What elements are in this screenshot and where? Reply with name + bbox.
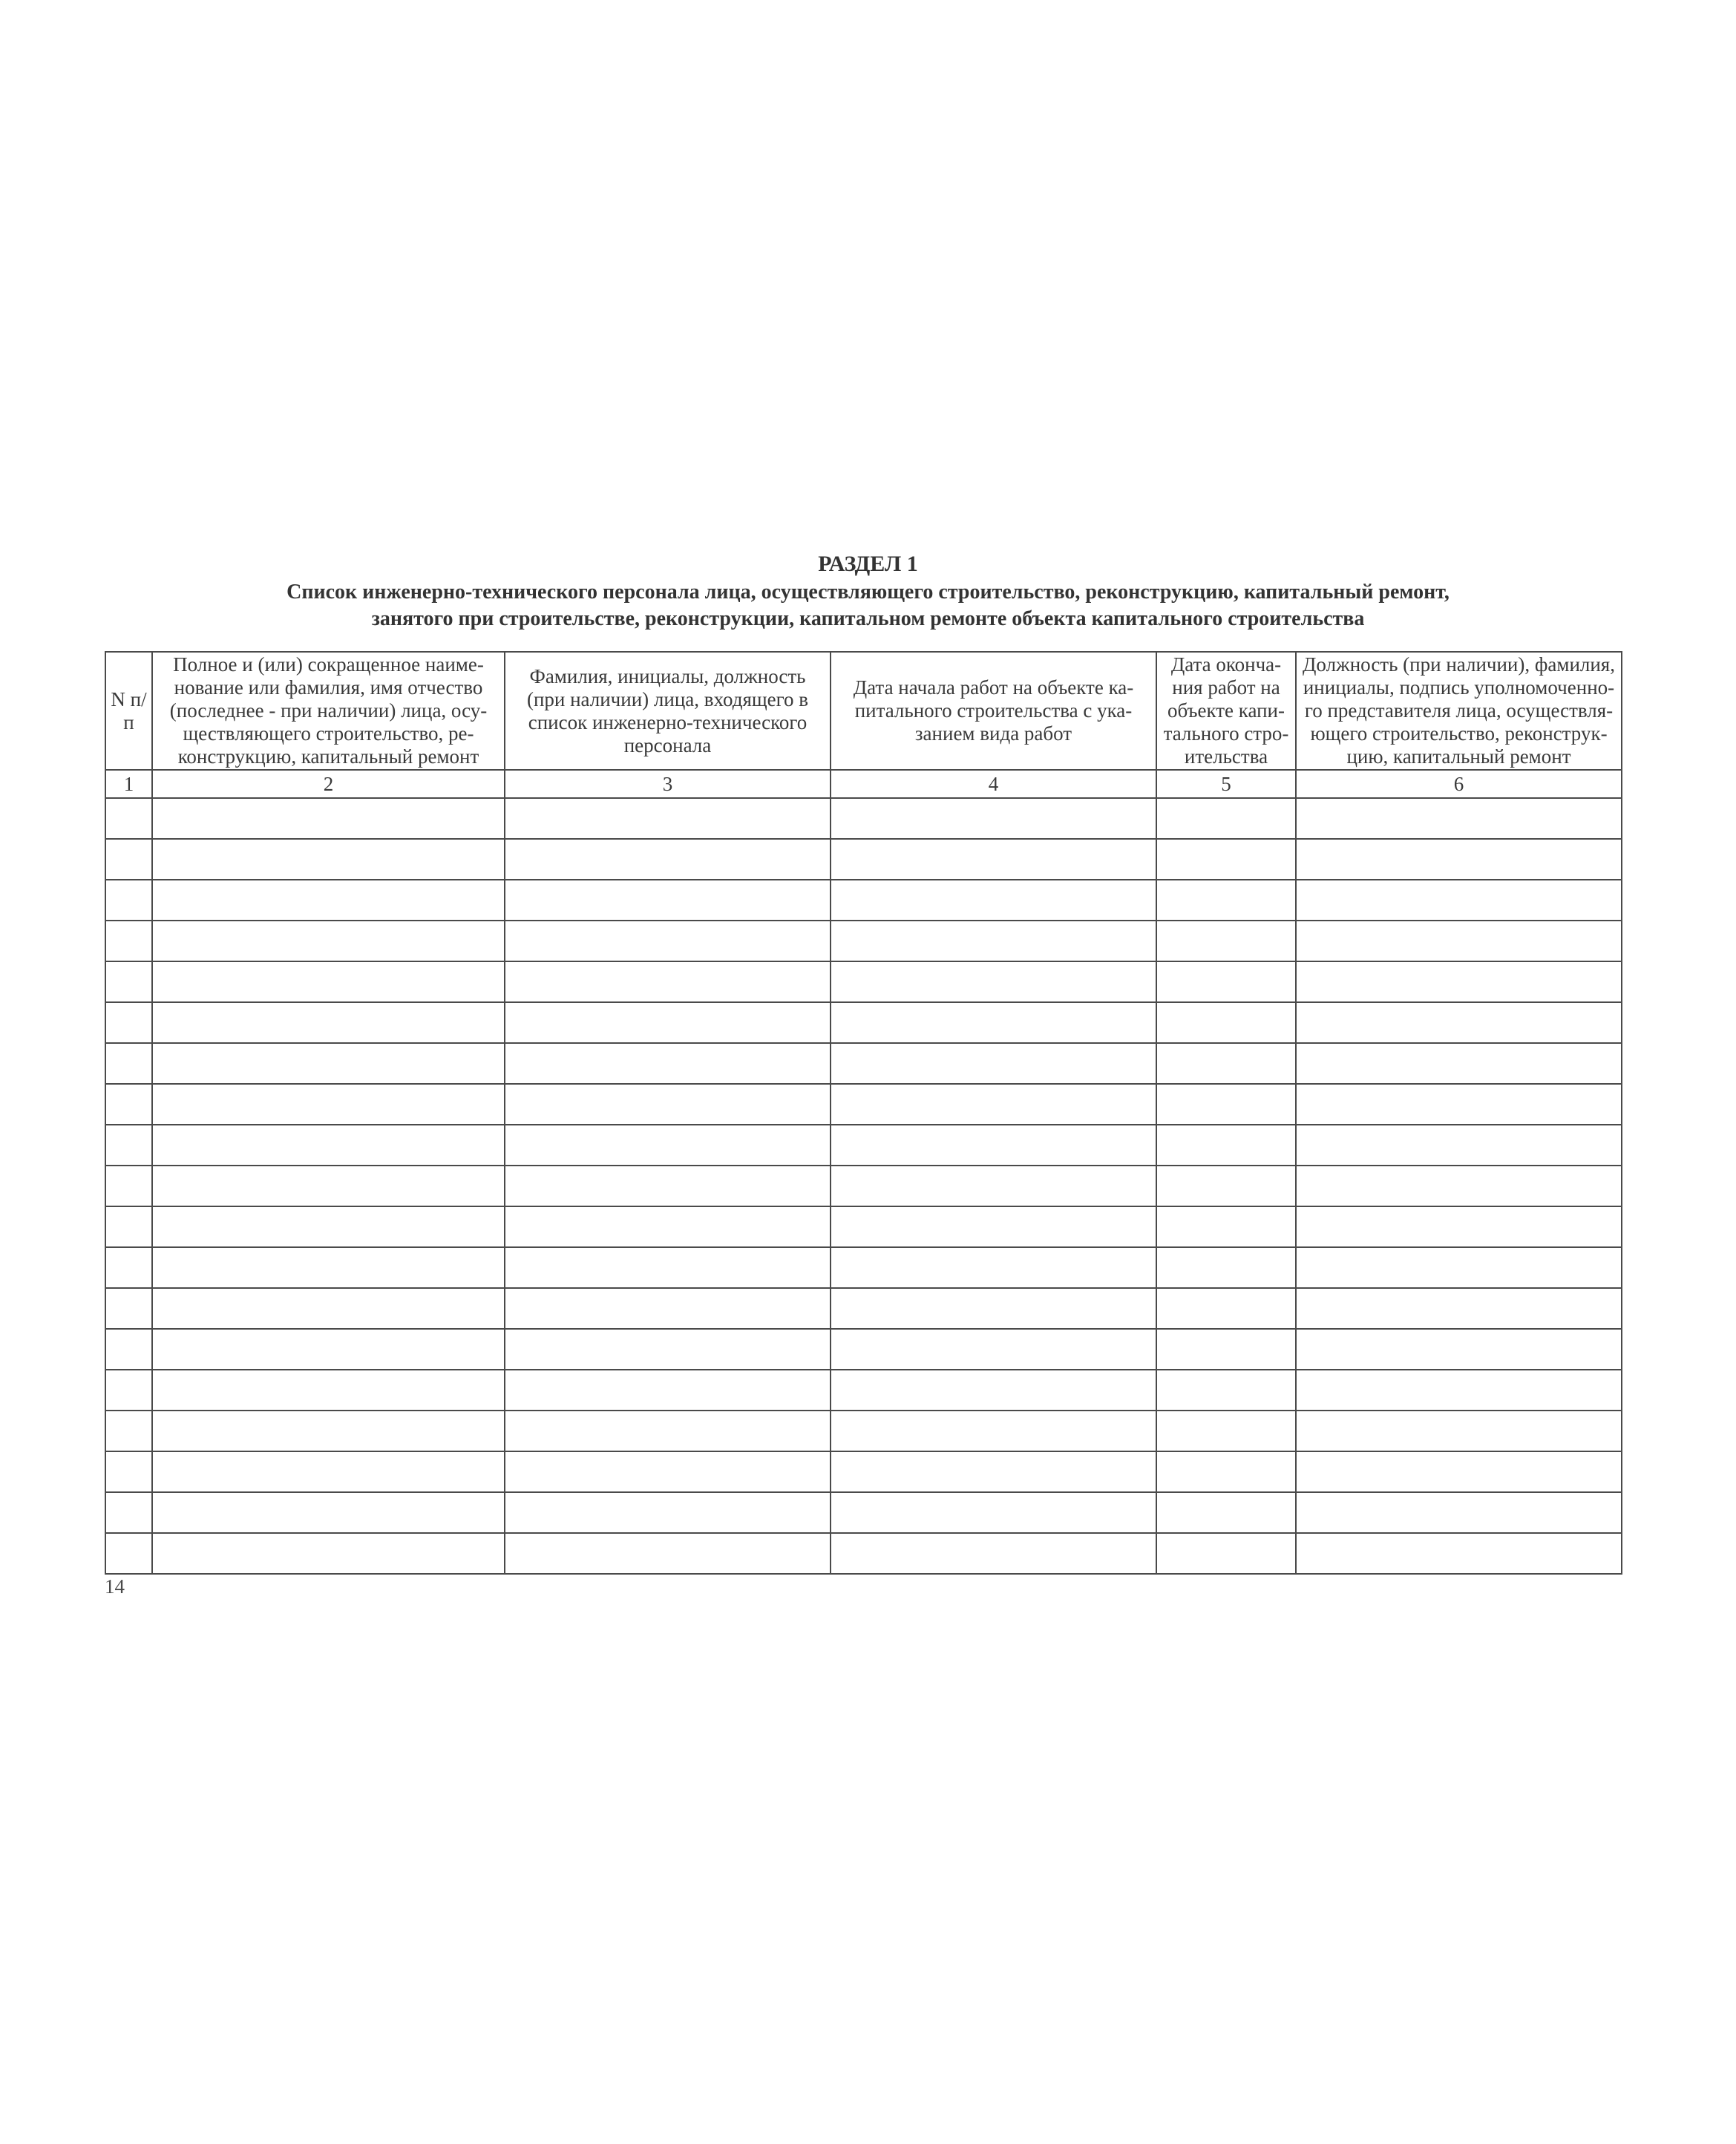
table-cell xyxy=(831,1288,1156,1329)
table-cell xyxy=(831,1329,1156,1370)
table-cell xyxy=(1156,1451,1296,1492)
table-row xyxy=(105,921,1622,961)
table-cell xyxy=(152,1084,505,1125)
table-cell xyxy=(831,1492,1156,1533)
table-cell xyxy=(1296,1533,1622,1574)
column-number: 2 xyxy=(152,770,505,798)
table-cell xyxy=(1156,1166,1296,1206)
column-number: 1 xyxy=(105,770,152,798)
header-cell-staff-member: Фамилия, инициалы, должность (при наличии) лица, входящего в список инженерно-технического персонала xyxy=(505,652,831,770)
table-cell xyxy=(152,1329,505,1370)
table-cell xyxy=(1296,1451,1622,1492)
table-cell xyxy=(1156,880,1296,921)
table-row xyxy=(105,1166,1622,1206)
table-cell xyxy=(1296,1206,1622,1247)
table-cell xyxy=(1156,961,1296,1002)
table-cell xyxy=(105,1206,152,1247)
table-cell xyxy=(831,1125,1156,1166)
table-header-row xyxy=(105,652,1622,770)
table-cell xyxy=(505,1247,831,1288)
table-cell xyxy=(1156,1206,1296,1247)
table-row xyxy=(105,798,1622,839)
table-row xyxy=(105,961,1622,1002)
table-cell xyxy=(105,1533,152,1574)
table-cell xyxy=(152,1370,505,1411)
table-cell xyxy=(1296,1370,1622,1411)
table-cell xyxy=(152,839,505,880)
column-number-row xyxy=(105,770,1622,798)
table-cell xyxy=(1296,1288,1622,1329)
table-cell xyxy=(1156,798,1296,839)
table-cell xyxy=(831,1370,1156,1411)
table-cell xyxy=(831,1533,1156,1574)
table-cell xyxy=(505,1166,831,1206)
table-cell xyxy=(831,1002,1156,1043)
table-cell xyxy=(831,798,1156,839)
personnel-table xyxy=(105,651,1622,1575)
table-cell xyxy=(1296,1492,1622,1533)
table-cell xyxy=(1296,880,1622,921)
table-row xyxy=(105,1451,1622,1492)
table-cell xyxy=(152,921,505,961)
table-cell xyxy=(105,1166,152,1206)
table-cell xyxy=(831,1247,1156,1288)
table-cell xyxy=(1156,1043,1296,1084)
table-row xyxy=(105,1084,1622,1125)
table-cell xyxy=(505,1002,831,1043)
table-cell xyxy=(1296,1043,1622,1084)
table-cell xyxy=(1296,1084,1622,1125)
table-cell xyxy=(1156,1002,1296,1043)
header-cell-number: N п/п xyxy=(105,652,152,770)
table-cell xyxy=(831,1206,1156,1247)
table-cell xyxy=(1156,1533,1296,1574)
column-number: 3 xyxy=(505,770,831,798)
table-row xyxy=(105,1206,1622,1247)
header-cell-end-date: Дата оконча-ния работ на объекте капи-тального стро-ительства xyxy=(1156,652,1296,770)
table-cell xyxy=(105,1451,152,1492)
table-cell xyxy=(152,1247,505,1288)
table-cell xyxy=(105,1329,152,1370)
table-cell xyxy=(105,1247,152,1288)
table-cell xyxy=(152,1125,505,1166)
table-cell xyxy=(1296,1002,1622,1043)
table-cell xyxy=(1296,1411,1622,1451)
header-cell-start-date: Дата начала работ на объекте ка-питального строительства с ука-занием вида работ xyxy=(831,652,1156,770)
table-row xyxy=(105,1492,1622,1533)
table-cell xyxy=(1156,1247,1296,1288)
table-cell xyxy=(831,839,1156,880)
table-cell xyxy=(1296,1125,1622,1166)
table-cell xyxy=(152,1451,505,1492)
table-cell xyxy=(152,880,505,921)
table-cell xyxy=(505,1329,831,1370)
table-cell xyxy=(831,880,1156,921)
table-cell xyxy=(505,1451,831,1492)
table-row xyxy=(105,1533,1622,1574)
table-row xyxy=(105,1125,1622,1166)
table-cell xyxy=(831,961,1156,1002)
section-title: РАЗДЕЛ 1 xyxy=(818,552,918,576)
table-cell xyxy=(105,1411,152,1451)
table-cell xyxy=(1296,1247,1622,1288)
table-cell xyxy=(152,1166,505,1206)
section-subtitle-line-2: занятого при строительстве, реконструкции, капитальном ремонте объекта капитального строительства xyxy=(371,607,1365,630)
table-cell xyxy=(152,1002,505,1043)
table-cell xyxy=(152,1288,505,1329)
column-number: 5 xyxy=(1156,770,1296,798)
column-number: 4 xyxy=(831,770,1156,798)
table-cell xyxy=(505,1125,831,1166)
table-row xyxy=(105,880,1622,921)
table-cell xyxy=(831,1084,1156,1125)
table-cell xyxy=(105,880,152,921)
table-cell xyxy=(505,880,831,921)
table-cell xyxy=(505,1084,831,1125)
table-cell xyxy=(152,1411,505,1451)
table-cell xyxy=(831,1043,1156,1084)
table-cell xyxy=(1156,1370,1296,1411)
table-cell xyxy=(105,1370,152,1411)
table-cell xyxy=(505,1370,831,1411)
table-cell xyxy=(1296,961,1622,1002)
table-cell xyxy=(105,1002,152,1043)
table-body xyxy=(105,798,1622,1574)
table-cell xyxy=(105,839,152,880)
table-cell xyxy=(105,1125,152,1166)
header-cell-organization-name: Полное и (или) сокращенное наиме-нование или фамилия, имя отчество (последнее - при наличии) лица, осу-ществляющего строительство, ре-конструкцию, капитальный ремонт xyxy=(152,652,505,770)
table-cell xyxy=(505,1288,831,1329)
table-cell xyxy=(505,1411,831,1451)
table-cell xyxy=(505,1533,831,1574)
table-cell xyxy=(505,839,831,880)
table-row xyxy=(105,1370,1622,1411)
column-number: 6 xyxy=(1296,770,1622,798)
table-cell xyxy=(152,1043,505,1084)
table-row xyxy=(105,1043,1622,1084)
table-row xyxy=(105,839,1622,880)
table-cell xyxy=(152,798,505,839)
table-cell xyxy=(1296,798,1622,839)
page-number: 14 xyxy=(105,1575,125,1598)
table-cell xyxy=(505,921,831,961)
table-cell xyxy=(1156,921,1296,961)
table-cell xyxy=(105,1492,152,1533)
section-heading xyxy=(0,549,1736,633)
table-cell xyxy=(1296,921,1622,961)
table-cell xyxy=(152,1492,505,1533)
table-cell xyxy=(505,1043,831,1084)
table-cell xyxy=(1296,1329,1622,1370)
header-cell-representative-signature: Должность (при наличии), фамилия, инициалы, подпись уполномоченно-го представителя лица, осуществля-ющего строительство, реконструк-цию, капитальный ремонт xyxy=(1296,652,1622,770)
table-cell xyxy=(1156,1288,1296,1329)
table-cell xyxy=(831,1411,1156,1451)
table-cell xyxy=(505,1492,831,1533)
table-cell xyxy=(1156,1084,1296,1125)
table-cell xyxy=(831,1451,1156,1492)
table-cell xyxy=(831,921,1156,961)
table-cell xyxy=(152,1206,505,1247)
table-cell xyxy=(105,1043,152,1084)
table-cell xyxy=(831,1166,1156,1206)
table-cell xyxy=(505,1206,831,1247)
section-subtitle-line-1: Список инженерно-технического персонала лица, осуществляющего строительство, реконструкцию, капитальный ремонт, xyxy=(286,581,1450,604)
table-cell xyxy=(1156,1329,1296,1370)
table-cell xyxy=(1156,1125,1296,1166)
table-cell xyxy=(105,1084,152,1125)
table-cell xyxy=(152,961,505,1002)
table-cell xyxy=(152,1533,505,1574)
table-cell xyxy=(505,798,831,839)
table-row xyxy=(105,1247,1622,1288)
table-row xyxy=(105,1288,1622,1329)
table-cell xyxy=(505,961,831,1002)
table-cell xyxy=(105,1288,152,1329)
table-cell xyxy=(105,961,152,1002)
table-cell xyxy=(105,798,152,839)
table-cell xyxy=(1156,1411,1296,1451)
table-cell xyxy=(105,921,152,961)
table-row xyxy=(105,1002,1622,1043)
table-cell xyxy=(1156,839,1296,880)
table-cell xyxy=(1296,1166,1622,1206)
table-row xyxy=(105,1329,1622,1370)
table-cell xyxy=(1296,839,1622,880)
table-cell xyxy=(1156,1492,1296,1533)
table-row xyxy=(105,1411,1622,1451)
